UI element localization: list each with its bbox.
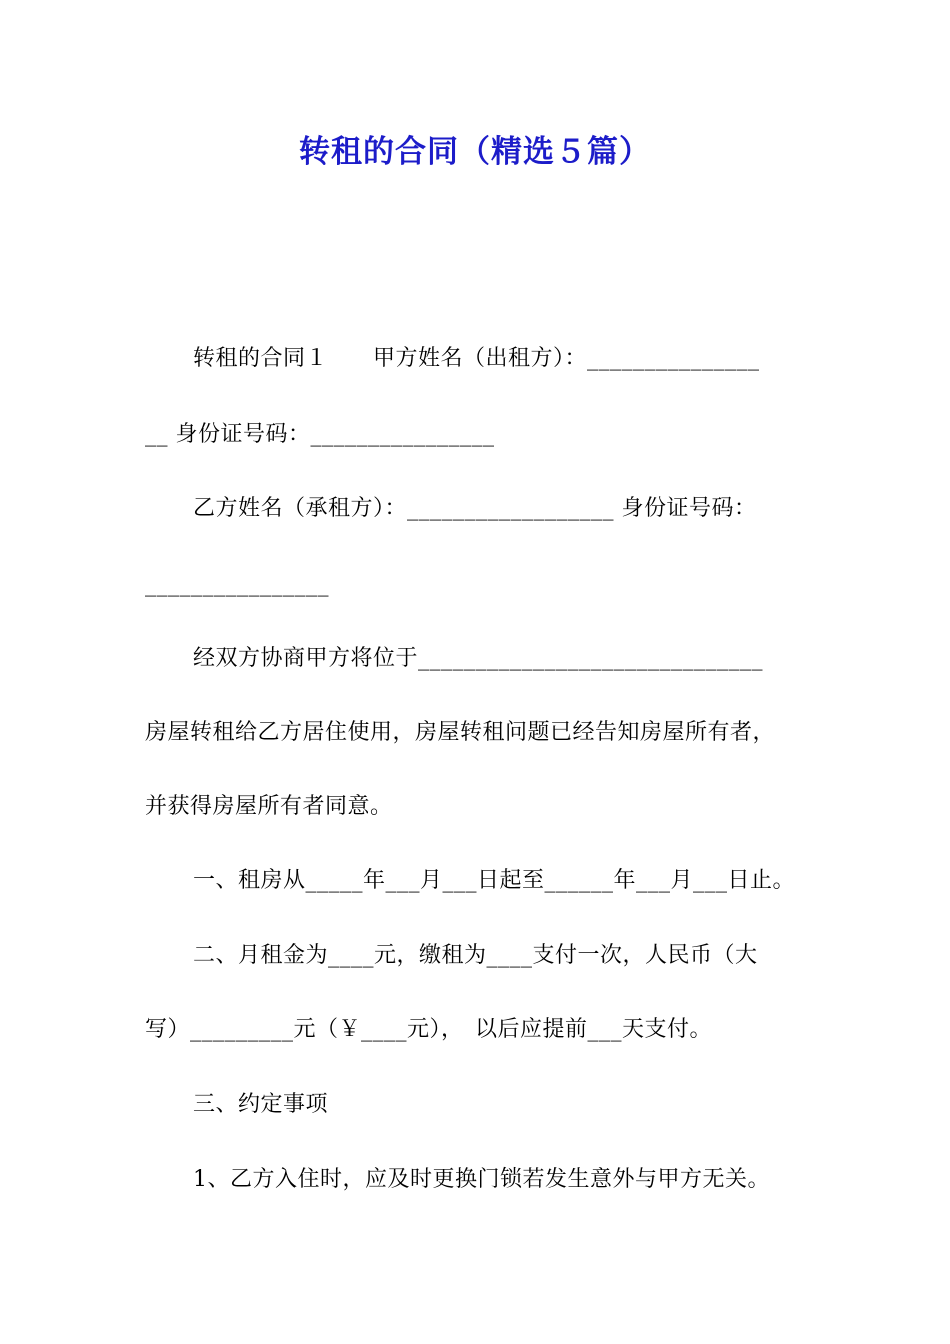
text-line-party-b-id-blank: ________________	[145, 572, 329, 597]
text-line-owner-consent: 并获得房屋所有者同意。	[145, 794, 393, 819]
text-line-location: 经双方协商甲方将位于______________________________	[193, 646, 764, 671]
text-line-sublease-notice: 房屋转租给乙方居住使用，房屋转租问题已经告知房屋所有者，	[145, 720, 776, 745]
text-line-monthly-rent: 二、月租金为____元，缴租为____支付一次，人民币（大	[193, 943, 758, 968]
text-line-term-1: 1、乙方入住时，应及时更换门锁若发生意外与甲方无关。	[193, 1167, 770, 1192]
text-line-lease-period: 一、租房从_____年___月___日起至______年___月___日止。	[193, 868, 796, 893]
text-line-party-a-id: __ 身份证号码：________________	[145, 422, 495, 447]
text-line-contract-heading: 转租的合同１ 甲方姓名（出租方）：_______________	[193, 346, 760, 371]
document-title: 转租的合同（精选５篇）	[299, 134, 651, 170]
text-line-party-b-name: 乙方姓名（承租方）：__________________ 身份证号码：	[193, 496, 757, 521]
text-line-rent-amount: 写）_________元（￥____元）， 以后应提前___天支付。	[145, 1017, 713, 1042]
section-heading-terms: 三、约定事项	[193, 1092, 329, 1117]
